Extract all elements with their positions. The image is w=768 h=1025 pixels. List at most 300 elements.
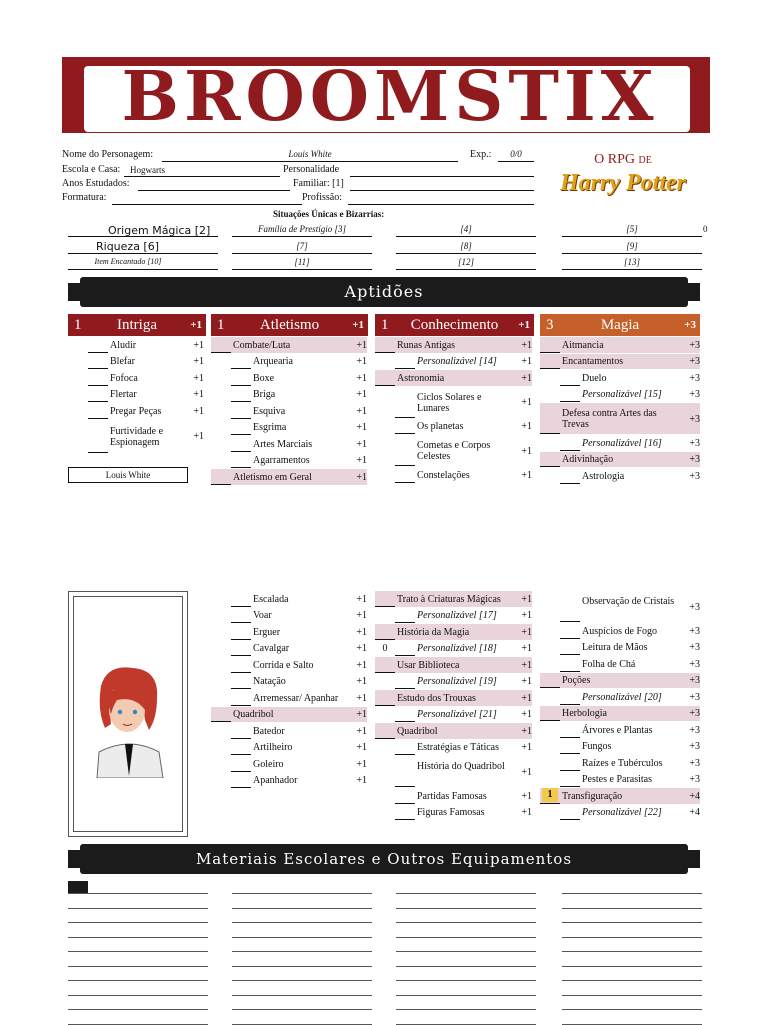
equipment-line[interactable]	[396, 1009, 536, 1010]
skill-row[interactable]	[540, 805, 700, 821]
skill-row[interactable]	[375, 657, 532, 673]
exp-value: 0/0	[510, 149, 522, 159]
column-title: Intriga	[117, 317, 157, 333]
skill-row[interactable]	[211, 403, 367, 419]
equipment-line[interactable]	[68, 922, 208, 923]
skill-bonus: +1	[356, 610, 367, 622]
skill-bonus: +3	[689, 454, 700, 466]
skill-bonus: +1	[356, 471, 367, 483]
skill-level-line[interactable]	[88, 452, 108, 453]
skill-level-line[interactable]	[560, 819, 580, 820]
skill-row[interactable]	[211, 420, 367, 436]
situation-10: Item Encantado [10]	[94, 257, 162, 266]
years-field[interactable]	[138, 178, 290, 191]
skill-row[interactable]	[540, 591, 700, 622]
skill-row[interactable]	[68, 370, 204, 386]
equipment-line[interactable]	[68, 951, 208, 952]
skill-row[interactable]	[211, 370, 367, 386]
skill-level-line[interactable]	[231, 385, 251, 386]
skill-row[interactable]	[375, 723, 532, 739]
skill-level-line[interactable]	[560, 671, 580, 672]
equipment-line[interactable]	[396, 922, 536, 923]
skill-row[interactable]	[211, 707, 367, 723]
skill-name: Raízes e Tubérculos	[582, 757, 663, 769]
skill-name: Encantamentos	[562, 356, 624, 368]
skill-name: Estratégias e Táticas	[417, 742, 500, 754]
column-title: Magia	[600, 317, 640, 333]
situation-11: [11]	[294, 257, 310, 267]
skill-bonus: +1	[356, 455, 367, 467]
column-header-atletismo	[211, 314, 368, 336]
column-level[interactable]: 1	[217, 317, 225, 333]
skill-level-line[interactable]	[211, 721, 231, 722]
situation-12-line[interactable]	[396, 257, 536, 270]
skill-row[interactable]	[540, 623, 700, 639]
skill-row[interactable]	[540, 403, 700, 434]
situation-12: [12]	[457, 257, 474, 267]
skill-name: História da Magia	[397, 626, 470, 638]
skill-level-line[interactable]	[560, 638, 580, 639]
skill-row[interactable]	[211, 591, 367, 607]
skill-row[interactable]	[540, 673, 700, 689]
skill-bonus: +3	[689, 774, 700, 786]
skill-row[interactable]	[211, 354, 367, 370]
skill-row[interactable]	[68, 403, 204, 419]
skill-bonus: +3	[689, 658, 700, 670]
skill-row[interactable]	[375, 435, 532, 466]
skill-name: Personalizável [19]	[417, 676, 497, 688]
skill-row[interactable]	[540, 706, 700, 722]
skill-name: Defesa contra Artes das Trevas	[562, 408, 657, 430]
skill-level-line[interactable]	[395, 721, 415, 722]
skill-bonus: +1	[356, 389, 367, 401]
skill-level-line[interactable]	[88, 401, 108, 402]
skill-row[interactable]	[375, 641, 532, 657]
skill-row[interactable]	[211, 387, 367, 403]
skill-row[interactable]	[211, 657, 367, 673]
skill-name: Astrologia	[582, 470, 625, 482]
skill-name: Partidas Famosas	[417, 790, 487, 802]
skill-level-line[interactable]	[231, 738, 251, 739]
skill-level-line[interactable]	[395, 482, 415, 483]
skill-level-line[interactable]	[88, 418, 108, 419]
equipment-line[interactable]	[562, 1009, 702, 1010]
equipment-line[interactable]	[562, 966, 702, 967]
skill-row[interactable]	[211, 469, 367, 485]
skill-row[interactable]	[68, 387, 204, 403]
skill-row[interactable]	[540, 640, 700, 656]
skill-bonus: +3	[689, 437, 700, 449]
skill-name: Artes Marciais	[253, 438, 313, 450]
equipment-line[interactable]	[232, 995, 372, 996]
skill-name: Erguer	[253, 626, 281, 638]
skill-row[interactable]	[211, 674, 367, 690]
skill-level-line[interactable]	[560, 483, 580, 484]
skill-level-line[interactable]	[231, 401, 251, 402]
skill-name: Combate/Luta	[233, 339, 291, 351]
equipment-line[interactable]	[562, 937, 702, 938]
equipment-line[interactable]	[68, 995, 208, 996]
formatura-field[interactable]	[112, 192, 302, 205]
skill-bonus: +1	[193, 405, 204, 417]
skill-level-line[interactable]	[231, 688, 251, 689]
skill-bonus: +1	[356, 692, 367, 704]
skill-level-line[interactable]	[560, 770, 580, 771]
skill-row[interactable]	[68, 354, 204, 370]
equipment-line[interactable]	[562, 995, 702, 996]
skill-bonus: +1	[521, 626, 532, 638]
skill-row[interactable]	[540, 337, 700, 353]
skill-bonus: +1	[521, 469, 532, 481]
skill-level-line[interactable]	[231, 622, 251, 623]
skill-level-line[interactable]	[231, 451, 251, 452]
skill-row[interactable]	[375, 624, 532, 640]
skill-row[interactable]	[540, 772, 700, 788]
equipment-line[interactable]	[232, 893, 372, 894]
situations-title: Situações Únicas e Bizarrias:	[273, 209, 385, 219]
personality-field[interactable]	[350, 164, 534, 177]
hp-logo-line2: Harry Potter	[560, 170, 686, 196]
equipment-line[interactable]	[562, 893, 702, 894]
skill-bonus: +1	[521, 397, 532, 408]
skill-name: Estudo dos Trouxas	[397, 692, 476, 704]
familiar-label: Familiar: [1]	[293, 178, 344, 189]
skill-bonus: +1	[521, 766, 532, 778]
situation-4-line[interactable]	[396, 224, 536, 237]
equipment-line[interactable]	[68, 937, 208, 938]
skill-row[interactable]	[375, 740, 532, 756]
equipment-line[interactable]	[232, 1009, 372, 1010]
skill-level-line[interactable]	[88, 352, 108, 353]
skill-bonus: +1	[521, 593, 532, 605]
situation-9-line[interactable]	[562, 241, 702, 254]
equipment-line[interactable]	[562, 951, 702, 952]
skill-name: Transfiguração	[562, 790, 623, 802]
profession-field[interactable]	[348, 192, 534, 205]
equipment-line[interactable]	[396, 893, 536, 894]
skill-row[interactable]	[540, 689, 700, 705]
situation-11-line[interactable]	[232, 257, 372, 270]
situation-6: Riqueza [6]	[96, 240, 160, 253]
skill-row[interactable]	[375, 370, 532, 386]
familiar-field[interactable]	[350, 178, 534, 191]
skill-bonus: +1	[521, 807, 532, 819]
skill-level-line[interactable]	[395, 368, 415, 369]
skill-bonus: +1	[356, 339, 367, 351]
skill-level-line[interactable]	[231, 672, 251, 673]
skill-name: Fofoca	[110, 372, 138, 384]
skill-level-line[interactable]	[231, 467, 251, 468]
equipment-line[interactable]	[396, 966, 536, 967]
equipment-line[interactable]	[68, 908, 208, 909]
skill-level-line[interactable]	[540, 803, 560, 804]
skill-level-line[interactable]	[395, 433, 415, 434]
skill-row[interactable]	[211, 690, 367, 706]
equipment-line[interactable]	[232, 966, 372, 967]
skill-level-line[interactable]	[231, 606, 251, 607]
skill-bonus: +3	[689, 625, 700, 637]
skill-level-line[interactable]	[231, 705, 251, 706]
skill-level-line[interactable]	[375, 705, 395, 706]
skill-row[interactable]	[375, 805, 532, 821]
skill-row[interactable]	[375, 788, 532, 804]
equipment-line[interactable]	[232, 908, 372, 909]
skill-row[interactable]	[375, 756, 532, 787]
situation-9: [9]	[626, 241, 638, 251]
name-label: Nome do Personagem:	[62, 149, 154, 160]
skill-bonus: +1	[521, 725, 532, 737]
skill-bonus: +3	[689, 675, 700, 687]
skill-row[interactable]	[211, 624, 367, 640]
equipment-line[interactable]	[562, 980, 702, 981]
skill-row[interactable]	[540, 755, 700, 771]
situation-10-line[interactable]	[68, 257, 218, 270]
skill-bonus: +1	[356, 405, 367, 417]
name-value: Louis White	[288, 149, 332, 159]
skill-bonus: +3	[689, 642, 700, 654]
skill-name: Quadribol	[233, 709, 274, 721]
situation-1: Origem Mágica [2]	[108, 224, 211, 237]
situation-6-line[interactable]	[68, 241, 218, 254]
skill-level-line[interactable]	[375, 738, 395, 739]
skill-name: Escalada	[253, 593, 289, 605]
skill-level-line[interactable]	[395, 655, 415, 656]
skill-name: Personalizável [16]	[582, 437, 662, 449]
equipment-line[interactable]	[396, 937, 536, 938]
skill-level-line[interactable]	[560, 654, 580, 655]
column-level[interactable]: 1	[381, 317, 389, 333]
skill-name: Aludir	[110, 339, 137, 351]
skill-bonus: +3	[689, 339, 700, 351]
skill-level-line[interactable]	[395, 803, 415, 804]
skill-bonus: +1	[521, 692, 532, 704]
skill-level-line[interactable]	[395, 465, 415, 466]
column-level[interactable]: 3	[546, 317, 554, 333]
personality-label: Personalidade	[283, 164, 340, 175]
skill-row[interactable]	[211, 756, 367, 772]
situation-13-line[interactable]	[562, 257, 702, 270]
skill-level-line[interactable]	[375, 385, 395, 386]
equip-cap-right	[686, 850, 700, 868]
skill-level-line[interactable]	[375, 606, 395, 607]
skill-bonus: +1	[356, 422, 367, 434]
equipment-line[interactable]	[232, 951, 372, 952]
skill-bonus: +1	[356, 725, 367, 737]
equipment-line[interactable]	[68, 980, 208, 981]
skill-name: Atletismo em Geral	[233, 471, 312, 483]
skill-name: Figuras Famosas	[417, 807, 485, 819]
equipment-line[interactable]	[68, 966, 208, 967]
skill-level[interactable]: 0	[382, 642, 388, 654]
skill-level-line[interactable]	[231, 434, 251, 435]
skill-level-line[interactable]	[395, 622, 415, 623]
skill-bonus: +1	[521, 709, 532, 721]
skill-row[interactable]	[68, 420, 204, 453]
equipment-line[interactable]	[562, 922, 702, 923]
equipment-line[interactable]	[396, 995, 536, 996]
equipment-line[interactable]	[396, 908, 536, 909]
equipment-marker	[68, 881, 88, 893]
profession-label: Profissão:	[302, 192, 342, 203]
skill-row[interactable]	[540, 739, 700, 755]
skill-level-line[interactable]	[560, 704, 580, 705]
skill-level-line[interactable]	[375, 352, 395, 353]
skill-level-line[interactable]	[231, 639, 251, 640]
skill-level-line[interactable]	[395, 688, 415, 689]
skill-name: Runas Antigas	[397, 339, 456, 351]
equipment-line[interactable]	[68, 1009, 208, 1010]
skill-level-line[interactable]	[560, 450, 580, 451]
skill-level-line[interactable]	[231, 418, 251, 419]
skill-row[interactable]	[375, 591, 532, 607]
skill-name: Os planetas	[417, 421, 464, 433]
skill-bonus: +3	[689, 470, 700, 482]
skill-level-line[interactable]	[560, 401, 580, 402]
equipment-line[interactable]	[232, 980, 372, 981]
skill-name: Constelações	[417, 469, 470, 481]
skill-name: Personalizável [17]	[417, 610, 497, 622]
skill-level-line[interactable]	[395, 417, 415, 418]
equipment-line[interactable]	[232, 922, 372, 923]
skill-bonus: +4	[689, 807, 700, 819]
skill-level-line[interactable]	[88, 385, 108, 386]
skill-level-line[interactable]	[395, 786, 415, 787]
skill-row[interactable]	[540, 354, 700, 370]
skill-row[interactable]	[211, 641, 367, 657]
skill-bonus: +3	[689, 741, 700, 753]
skill-name: Folha de Chá	[582, 658, 636, 670]
skill-level-line[interactable]	[540, 368, 560, 369]
column-title: Conhecimento	[410, 317, 499, 333]
skill-bonus: +1	[521, 372, 532, 384]
skill-row[interactable]	[540, 468, 700, 484]
skill-row[interactable]	[540, 452, 700, 468]
skill-level-line[interactable]	[375, 672, 395, 673]
skill-row[interactable]	[540, 370, 700, 386]
equipment-line[interactable]	[68, 893, 208, 894]
skill-bonus: +3	[689, 372, 700, 384]
skill-level-line[interactable]	[211, 484, 231, 485]
skill-name: Esquiva	[253, 405, 286, 417]
skill-row[interactable]	[540, 656, 700, 672]
skill-level-line[interactable]	[375, 639, 395, 640]
skill-bonus: +1	[356, 775, 367, 787]
school-label: Escola e Casa:	[62, 164, 121, 175]
skill-bonus: +1	[193, 372, 204, 384]
skill-level[interactable]: 1	[542, 788, 558, 802]
skill-row[interactable]	[211, 453, 367, 469]
skill-level-line[interactable]	[560, 753, 580, 754]
skill-row[interactable]	[375, 674, 532, 690]
skill-row[interactable]	[68, 337, 204, 353]
skill-level-line[interactable]	[231, 787, 251, 788]
skill-level-line[interactable]	[560, 737, 580, 738]
skill-level-line[interactable]	[540, 687, 560, 688]
skill-bonus: +1	[356, 372, 367, 384]
skill-row[interactable]	[375, 608, 532, 624]
hp-logo-line1: O RPG de	[594, 152, 652, 167]
skill-level-line[interactable]	[88, 368, 108, 369]
situation-5-line[interactable]	[562, 224, 702, 237]
skill-bonus: +1	[521, 339, 532, 351]
skill-row[interactable]	[375, 337, 532, 353]
skill-level-line[interactable]	[540, 720, 560, 721]
column-title: Atletismo	[259, 317, 320, 333]
situation-7-line[interactable]	[232, 241, 372, 254]
skill-row[interactable]	[375, 707, 532, 723]
skill-bonus: +3	[689, 356, 700, 368]
broomstix-logo: BROOMSTIX	[121, 57, 659, 137]
aptidoes-title: Aptidões	[80, 277, 688, 307]
column-level[interactable]: 1	[74, 317, 82, 333]
equipment-line[interactable]	[232, 937, 372, 938]
skill-row[interactable]	[375, 690, 532, 706]
skill-bonus: +1	[521, 676, 532, 688]
skill-row[interactable]	[540, 722, 700, 738]
skill-level-line[interactable]	[211, 352, 231, 353]
column-header-magia	[540, 314, 700, 336]
skill-row[interactable]	[375, 354, 532, 370]
equipment-line[interactable]	[562, 908, 702, 909]
skill-name: Cometas e Corpos Celestes	[417, 440, 491, 462]
skill-bonus: +1	[193, 339, 204, 351]
situation-1-line[interactable]	[68, 224, 218, 237]
skill-level-line[interactable]	[395, 819, 415, 820]
situation-8-line[interactable]	[396, 241, 536, 254]
skill-name: Furtividade e Espionagem	[110, 425, 164, 448]
skill-row[interactable]	[540, 387, 700, 403]
skill-name: Usar Biblioteca	[397, 659, 460, 671]
skill-level-line[interactable]	[231, 754, 251, 755]
equipment-line[interactable]	[396, 951, 536, 952]
skill-row[interactable]	[211, 723, 367, 739]
skill-level-line[interactable]	[560, 786, 580, 787]
skill-name: Briga	[253, 389, 276, 401]
equipment-line[interactable]	[396, 980, 536, 981]
skill-name: Arquearia	[253, 356, 293, 368]
skill-level-line[interactable]	[560, 385, 580, 386]
situation-3-line[interactable]	[232, 224, 372, 237]
skill-level-line[interactable]	[540, 352, 560, 353]
skill-level-line[interactable]	[395, 754, 415, 755]
skill-level-line[interactable]	[540, 433, 560, 434]
skill-row[interactable]	[375, 419, 532, 435]
skill-row[interactable]	[540, 788, 700, 804]
skill-row[interactable]	[211, 337, 367, 353]
skill-level-line[interactable]	[540, 466, 560, 467]
skill-row[interactable]	[211, 740, 367, 756]
formatura-label: Formatura:	[62, 192, 107, 203]
skill-bonus: +1	[193, 389, 204, 401]
skill-row[interactable]	[375, 387, 532, 418]
skill-level-line[interactable]	[231, 655, 251, 656]
skill-level-line[interactable]	[231, 368, 251, 369]
skill-row[interactable]	[540, 435, 700, 451]
skill-name: Observação de Cristais	[582, 596, 675, 607]
skill-bonus: +1	[521, 445, 532, 457]
skill-row[interactable]	[211, 608, 367, 624]
skill-name: Pregar Peças	[110, 405, 162, 417]
skill-level-line[interactable]	[560, 621, 580, 622]
skill-row[interactable]	[375, 467, 532, 483]
skill-row[interactable]	[211, 773, 367, 789]
skill-name: Ciclos Solares e Lunares	[417, 391, 482, 414]
skill-name: Aitmancia	[562, 339, 604, 351]
skill-row[interactable]	[211, 436, 367, 452]
skill-level-line[interactable]	[231, 771, 251, 772]
skill-bonus: +1	[521, 421, 532, 433]
skill-name: Voar	[253, 610, 272, 622]
